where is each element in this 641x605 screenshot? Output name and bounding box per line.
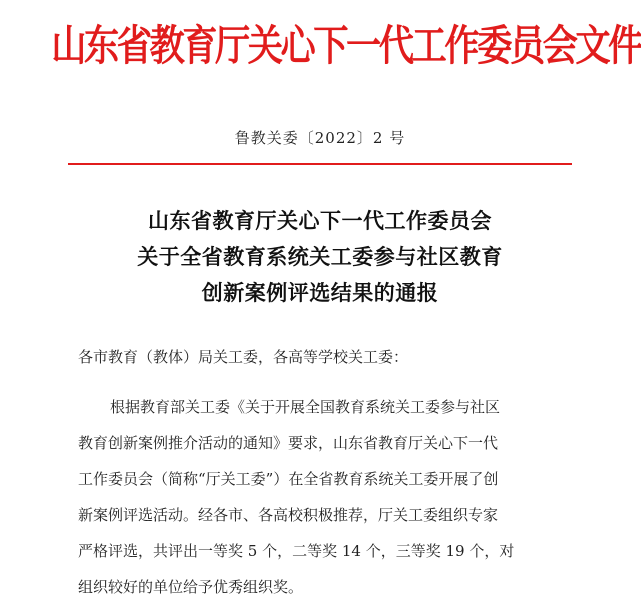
addressee-line: 各市教育（教体）局关工委，各高等学校关工委：: [78, 348, 409, 366]
body-line-2: 教育创新案例推介活动的通知》要求，山东省教育厅关心下一代: [78, 434, 499, 452]
notice-title-line-1: 山东省教育厅关心下一代工作委员会: [148, 209, 492, 233]
body-paragraph: [78, 389, 590, 605]
body-line-1: 根据教育部关工委《关于开展全国教育系统关工委参与社区: [110, 398, 501, 416]
notice-title-line-3: 创新案例评选结果的通报: [201, 281, 439, 305]
body-line-5: 严格评选，共评出一等奖 5 个，二等奖 14 个，三等奖 19 个，对: [78, 542, 515, 560]
document-number: 鲁教关委〔2022〕2 号: [234, 129, 406, 147]
red-divider-line: [68, 163, 572, 165]
body-line-3: 工作委员会（简称“厅关工委”）在全省教育系统关工委开展了创: [78, 470, 499, 488]
body-line-4: 新案例评选活动。经各市、各高校积极推荐，厅关工委组织专家: [78, 506, 499, 524]
notice-title-line-2: 关于全省教育系统关工委参与社区教育: [137, 245, 503, 269]
letterhead-title: 山东省教育厅关心下一代工作委员会文件: [51, 21, 641, 70]
notice-title: [0, 203, 640, 311]
body-line-6: 组织较好的单位给予优秀组织奖。: [78, 578, 304, 596]
